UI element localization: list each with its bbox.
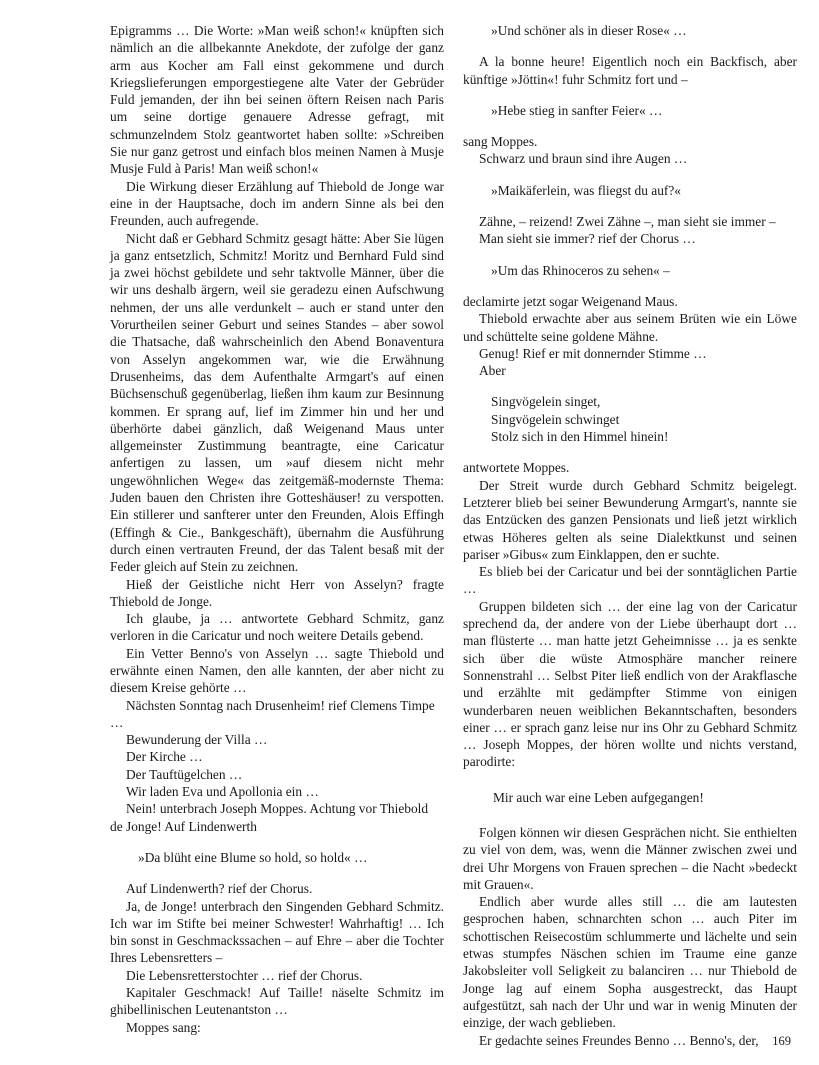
verse-line: Singvögelein singet, bbox=[491, 394, 601, 410]
paragraph: Wir laden Eva und Apollonia ein … bbox=[126, 784, 319, 800]
paragraph: Die Wirkung dieser Erzählung auf Thiebold de Jonge war eine in der Hauptsache, doch im andern Sinne als bei den Freunden, auch aufregende. bbox=[110, 178, 444, 229]
page-number: 169 bbox=[772, 1034, 791, 1048]
verse-line: Mir auch war eine Leben aufgegangen! bbox=[493, 789, 704, 805]
paragraph: Moppes sang: bbox=[126, 1019, 201, 1035]
verse-group bbox=[463, 393, 797, 445]
paragraph: Der Kirche … bbox=[126, 749, 203, 765]
paragraph: Folgen können wir diesen Gesprächen nicht. Sie enthielten zu viel von dem, was, wenn die Männer zwischen zwei und drei Uhr Morgens von Frauen sprechen – die Nacht »bedeckt mit Grauen«. bbox=[463, 824, 797, 892]
paragraph: Ein Vetter Benno's von Asselyn … sagte Thiebold und erwähnte einen Namen, den alle kannten, der aber nicht zu diesem Kreise gehörte … bbox=[110, 645, 444, 696]
paragraph: Es blieb bei der Caricatur und bei der sonntäglichen Partie … bbox=[463, 564, 797, 597]
paragraph: Ich glaube, ja … antwortete Gebhard Schmitz, ganz verloren in die Caricatur und noch weitere Details gebend. bbox=[110, 611, 444, 644]
verse-line: Singvögelein schwinget bbox=[491, 411, 620, 427]
paragraph: Endlich aber wurde alles still … die am lautesten gesprochen haben, schnarchten schon … auch Piter im schottischen Reisecostüm schlummerte und lächelte und sein etwas stumpfes Näschen schien im Traume eine ganze Jakobsleiter voll Seligkeit zu balanciren … nur Thiebold de Jonge lag auf einem Sopha ausgestreckt, das Haupt aufgestützt, sah nach der Uhr und war in wenig Minuten der einzige, der wach geblieben. bbox=[463, 894, 797, 1031]
paragraph: Genug! Rief er mit donnernder Stimme … bbox=[479, 345, 707, 361]
verse-line: »Und schöner als in dieser Rose« … bbox=[491, 23, 687, 38]
paragraph: Gruppen bildeten sich … der eine lag von der Caricatur sprechend da, der andere von der Liebe überhaupt dort … man flüsterte … man hatte jetzt Geheimnisse … ja es senkte sich über die wüste Atmosphäre mancher reinere Sonnenstrahl … Selbst Piter ließ endlich von der Arakflasche und erzählte mit gedämpfter Stimme von einigen wunderbaren neuen weiblichen Bekanntschaften, besonders einer … er sprach ganz leise nur ins Ohr zu Gebhard Schmitz … Joseph Moppes, der hören wollte und nichts verstand, parodirte: bbox=[463, 598, 797, 770]
paragraph: Auf Lindenwerth? rief der Chorus. bbox=[126, 881, 313, 897]
left-column bbox=[110, 22, 444, 1036]
paragraph: Epigramms … Die Worte: »Man weiß schon!« knüpften sich nämlich an die allbekannte Anekdote, der zufolge der ganz arm aus Kocher am Fall einst gekommene und durch Kriegslieferungen emporgestiegene alte Vater der Gebrüder Fuld jemanden, der ihn bei seinen öftern Reisen nach Paris um seine dortige genauere Adresse gefragt, mit schmunzelndem Stolz geantwortet haben sollte: »Schreiben Sie nur ganz getrost und einfach blos meinen Namen à Musje Musje Fuld à Paris! Man weiß schon!« bbox=[110, 23, 444, 177]
paragraph: Nein! unterbrach Joseph Moppes. Achtung vor Thiebold de Jonge! Auf Lindenwerth bbox=[110, 801, 429, 834]
paragraph: Bewunderung der Villa … bbox=[126, 732, 268, 748]
paragraph: declamirte jetzt sogar Weigenand Maus. bbox=[463, 293, 678, 309]
paragraph: Man sieht sie immer? rief der Chorus … bbox=[479, 231, 696, 247]
right-column bbox=[463, 22, 797, 1049]
paragraph: Zähne, – reizend! Zwei Zähne –, man sieht sie immer – bbox=[479, 214, 776, 230]
paragraph: sang Moppes. bbox=[463, 134, 538, 150]
verse-line: Stolz sich in den Himmel hinein! bbox=[491, 429, 669, 445]
verse-line: »Da blüht eine Blume so hold, so hold« … bbox=[138, 849, 368, 865]
paragraph: Die Lebensretterstochter … rief der Chorus. bbox=[126, 967, 363, 983]
paragraph: Ja, de Jonge! unterbrach den Singenden Gebhard Schmitz. Ich war im Stifte bei meiner Schwester! Wahrhaftig! … Ich bin sonst in Geschmackssachen – auf Ehre – aber die Tochter Ihres Lebensretters – bbox=[110, 898, 444, 966]
verse-line: »Um das Rhinoceros zu sehen« – bbox=[491, 262, 670, 278]
verse-line: »Maikäferlein, was fliegst du auf?« bbox=[491, 182, 682, 198]
paragraph: Nicht daß er Gebhard Schmitz gesagt hätte: Aber Sie lügen ja ganz entsetzlich, Schmitz! Moritz und Bernhard Fuld sind ja zwei höchst gebildete und sehr taktvolle Männer, über die wir uns deshalb ärgern, weil sie geradezu einen Aufschwung nehmen, der uns alle verdunkelt – auch er stand unter den Vorurtheilen seiner Geburt und seines Standes – aber sowol die Thatsache, daß wahrscheinlich den Abend Bonaventura von Asselyn angekommen war, wie die Erwähnung Drusenheims, das dem Aufenthalte Armgart's auf einen Büchsenschuß gegenüberlag, ließen ihm kaum zur Besinnung kommen. Er sprang auf, lief im Zimmer hin und her und überhörte dabei gänzlich, daß Weigenand Maus unter allgemeinster Zustimmung beantragte, eine Caricatur anfertigen zu lassen, um »auf diesem nicht mehr ungewöhnlichen Wege« das zeitgemäß-modernste Thema: Juden bauen den Christen ihre Gotteshäuser! zu verspotten. Ein stillerer und sanfterer unter den Freunden, Alois Effingh (Effingh & Cie., Bankgeschäft), übernahm die Ausführung durch einen vertrauten Freund, der das Talent besaß mit der Feder gleich auf Stein zu zeichnen. bbox=[110, 230, 444, 575]
paragraph: Hieß der Geistliche nicht Herr von Asselyn? fragte Thiebold de Jonge. bbox=[110, 576, 444, 609]
paragraph: Aber bbox=[479, 363, 506, 379]
paragraph: Der Streit wurde durch Gebhard Schmitz beigelegt. Letzterer blieb bei seiner Bewunderung Armgart's, nannte sie das Entzücken des ganzen Pensionats und ließ jetzt wirklich etwas Höheres gelten als seine Dialektkunst und seinen pariser »Gibus« zum Einklappen, den er suchte. bbox=[463, 477, 797, 562]
paragraph: Kapitaler Geschmack! Auf Taille! näselte Schmitz im ghibellinischen Leutenantston … bbox=[110, 985, 444, 1018]
paragraph: A la bonne heure! Eigentlich noch ein Backfisch, aber künftige »Jöttin«! fuhr Schmitz fort und – bbox=[463, 54, 797, 87]
paragraph: Er gedachte seines Freundes Benno … Benno's, der, bbox=[479, 1032, 759, 1048]
paragraph: Thiebold erwachte aber aus seinem Brüten wie ein Löwe und schüttelte seine goldene Mähne. bbox=[463, 311, 797, 344]
verse-line: »Hebe stieg in sanfter Feier« … bbox=[491, 102, 663, 118]
paragraph: Nächsten Sonntag nach Drusenheim! rief Clemens Timpe … bbox=[110, 697, 435, 730]
paragraph: Schwarz und braun sind ihre Augen … bbox=[479, 151, 688, 167]
paragraph: Der Tauftügelchen … bbox=[126, 766, 243, 782]
paragraph: antwortete Moppes. bbox=[463, 460, 570, 476]
